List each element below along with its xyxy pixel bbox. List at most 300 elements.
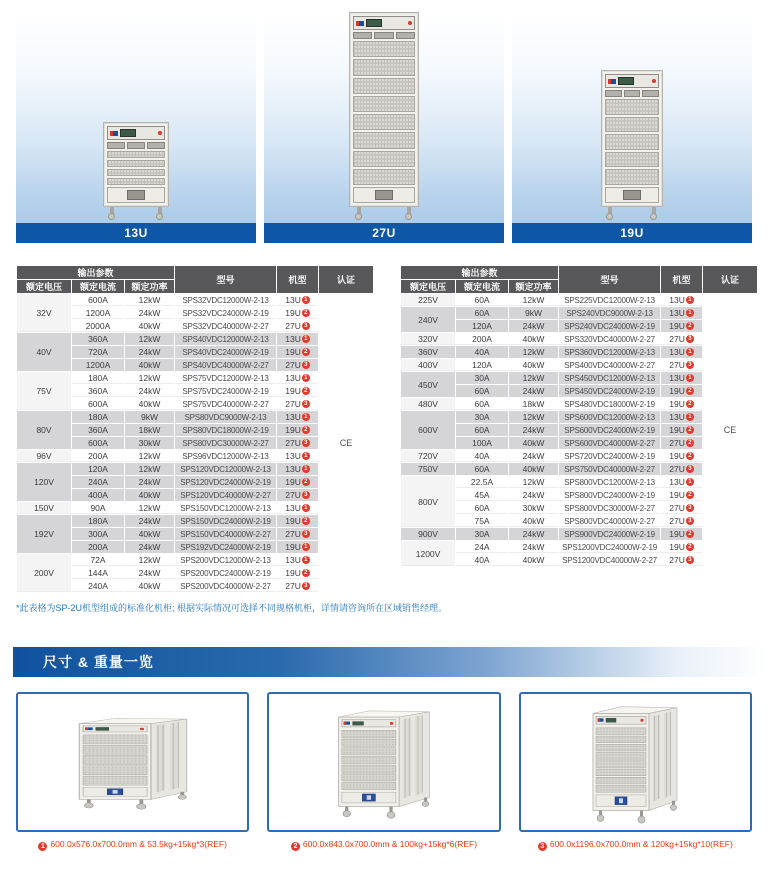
power-cell: 40kW	[509, 463, 559, 476]
frame-label: 19U	[669, 451, 685, 461]
frame-badge-icon: 2	[686, 322, 694, 330]
col-header-current: 额定电流	[72, 280, 125, 294]
frame-label: 13U	[285, 451, 301, 461]
cabinet-front-illustration	[349, 12, 419, 207]
frame-cell	[277, 580, 319, 593]
current-cell: 30A	[456, 411, 509, 424]
frame-label: 13U	[285, 464, 301, 474]
frame-label: 19U	[669, 399, 685, 409]
voltage-cell: 400V	[401, 359, 456, 372]
power-button-icon	[408, 21, 412, 25]
cabinet-front-illustration	[103, 122, 169, 207]
current-cell: 360A	[72, 385, 125, 398]
current-cell: 60A	[456, 424, 509, 437]
spec-table-right-wrap	[400, 265, 758, 567]
display-icon	[366, 19, 382, 27]
frame-cell	[277, 450, 319, 463]
size-caption-1	[16, 839, 249, 851]
frame-badge-icon: 2	[686, 387, 694, 395]
frame-cell	[277, 567, 319, 580]
current-cell: 360A	[72, 424, 125, 437]
frame-cell	[277, 437, 319, 450]
power-cell: 40kW	[125, 359, 175, 372]
power-cell: 24kW	[125, 567, 175, 580]
model-cell: SPS150VDC12000W-2-13	[175, 502, 277, 515]
frame-label: 27U	[285, 581, 301, 591]
current-cell: 200A	[456, 333, 509, 346]
frame-badge-icon: 2	[686, 543, 694, 551]
vent-grille	[107, 178, 165, 185]
power-cell: 18kW	[125, 424, 175, 437]
power-cell: 9kW	[509, 307, 559, 320]
frame-cell	[277, 515, 319, 528]
power-cell: 12kW	[125, 294, 175, 307]
power-cell: 24kW	[125, 476, 175, 489]
caster-icon	[158, 207, 162, 214]
frame-cell	[661, 320, 703, 333]
frame-badge-icon: 2	[302, 517, 310, 525]
spec-row	[401, 294, 758, 307]
frame-label: 13U	[285, 334, 301, 344]
frame-label: 27U	[285, 321, 301, 331]
voltage-cell: 150V	[17, 502, 72, 515]
model-cell: SPS600VDC40000W-2-27	[559, 437, 661, 450]
frame-cell	[277, 320, 319, 333]
col-header-power: 额定功率	[509, 280, 559, 294]
frame-cell	[661, 411, 703, 424]
power-cell: 18kW	[509, 398, 559, 411]
power-cell: 40kW	[509, 515, 559, 528]
spec-row	[17, 294, 374, 307]
frame-badge-icon: 2	[686, 530, 694, 538]
voltage-cell: 720V	[401, 450, 456, 463]
col-header-frame: 机型	[661, 266, 703, 294]
frame-label: 13U	[669, 295, 685, 305]
current-cell: 60A	[456, 502, 509, 515]
power-cell: 40kW	[125, 580, 175, 593]
current-cell: 30A	[456, 528, 509, 541]
frame-cell	[277, 541, 319, 554]
cert-cell: CE	[319, 294, 374, 593]
frame-badge-icon: 3	[302, 530, 310, 538]
module	[127, 142, 145, 149]
spec-table-left-wrap	[16, 265, 374, 593]
current-cell: 90A	[72, 502, 125, 515]
model-cell: SPS32VDC12000W-2-13	[175, 294, 277, 307]
frame-cell	[661, 294, 703, 307]
frame-label: 19U	[285, 568, 301, 578]
cabinet-iso-illustration	[69, 710, 197, 810]
frame-cell	[661, 359, 703, 372]
frame-badge-icon: 1	[686, 374, 694, 382]
col-header-cert: 认证	[703, 266, 758, 294]
power-cell: 12kW	[509, 411, 559, 424]
frame-label: 19U	[669, 542, 685, 552]
frame-label: 13U	[669, 347, 685, 357]
power-cell: 12kW	[509, 476, 559, 489]
vent-grille	[353, 169, 415, 185]
model-cell: SPS80VDC30000W-2-27	[175, 437, 277, 450]
model-cell: SPS240VDC9000W-2-13	[559, 307, 661, 320]
frame-cell	[661, 554, 703, 567]
frame-label: 27U	[669, 516, 685, 526]
frame-badge-icon: 1	[302, 413, 310, 421]
power-cell: 9kW	[125, 411, 175, 424]
voltage-cell: 96V	[17, 450, 72, 463]
frame-badge-icon: 3	[686, 517, 694, 525]
voltage-cell: 360V	[401, 346, 456, 359]
frame-label: 13U	[285, 555, 301, 565]
product-photo-13u	[103, 122, 169, 221]
frame-badge-icon: 3	[302, 322, 310, 330]
vent-grille	[605, 152, 659, 168]
model-cell: SPS40VDC40000W-2-27	[175, 359, 277, 372]
frame-cell	[277, 528, 319, 541]
frame-cell	[277, 489, 319, 502]
size-weight-boxes	[16, 692, 752, 832]
frame-label: 27U	[285, 399, 301, 409]
frame-label: 13U	[285, 412, 301, 422]
current-cell: 72A	[72, 554, 125, 567]
voltage-cell: 40V	[17, 333, 72, 372]
frame-cell	[277, 554, 319, 567]
vent-grille	[605, 169, 659, 185]
frame-label: 19U	[669, 425, 685, 435]
current-cell: 144A	[72, 567, 125, 580]
power-cell: 12kW	[125, 554, 175, 567]
voltage-cell: 480V	[401, 398, 456, 411]
frame-cell	[661, 502, 703, 515]
frame-cell	[277, 307, 319, 320]
caster-icon	[110, 207, 114, 214]
model-cell: SPS32VDC24000W-2-19	[175, 307, 277, 320]
product-showcase	[16, 13, 752, 243]
current-cell: 180A	[72, 372, 125, 385]
model-cell: SPS400VDC40000W-2-27	[559, 359, 661, 372]
frame-cell	[661, 489, 703, 502]
cabinet-iso-illustration	[330, 701, 438, 819]
col-header-frame: 机型	[277, 266, 319, 294]
frame-label: 27U	[285, 490, 301, 500]
frame-cell	[661, 372, 703, 385]
frame-label: 19U	[285, 308, 301, 318]
frame-badge-icon: 1	[686, 478, 694, 486]
vent-grille	[107, 151, 165, 158]
frame-label: 27U	[669, 464, 685, 474]
voltage-cell: 225V	[401, 294, 456, 307]
caster-feet	[110, 207, 161, 221]
vent-grille	[107, 169, 165, 176]
frame-label: 27U	[669, 503, 685, 513]
model-cell: SPS600VDC12000W-2-13	[559, 411, 661, 424]
caster-feet	[357, 207, 412, 221]
model-cell: SPS150VDC40000W-2-27	[175, 528, 277, 541]
col-header-output-params: 输出参数	[401, 266, 559, 280]
model-cell: SPS32VDC40000W-2-27	[175, 320, 277, 333]
current-cell: 45A	[456, 489, 509, 502]
current-cell: 720A	[72, 346, 125, 359]
frame-cell	[661, 424, 703, 437]
size-box-2	[267, 692, 500, 832]
frame-cell	[277, 333, 319, 346]
model-cell: SPS200VDC40000W-2-27	[175, 580, 277, 593]
voltage-cell: 750V	[401, 463, 456, 476]
frame-badge-icon: 2	[302, 569, 310, 577]
voltage-cell: 450V	[401, 372, 456, 398]
current-cell: 24A	[456, 541, 509, 554]
power-cell: 12kW	[125, 372, 175, 385]
frame-cell	[277, 411, 319, 424]
frame-cell	[277, 372, 319, 385]
current-cell: 200A	[72, 541, 125, 554]
frame-badge-icon: 1	[686, 309, 694, 317]
power-cell: 24kW	[509, 450, 559, 463]
power-cell: 24kW	[125, 307, 175, 320]
power-cell: 30kW	[125, 437, 175, 450]
showcase-panel-19u	[512, 13, 752, 243]
col-header-output-params: 输出参数	[17, 266, 175, 280]
vent-grille	[353, 132, 415, 148]
vent-grille	[605, 99, 659, 115]
power-cell: 12kW	[125, 502, 175, 515]
model-cell: SPS450VDC12000W-2-13	[559, 372, 661, 385]
power-cell: 24kW	[509, 320, 559, 333]
model-cell: SPS240VDC24000W-2-19	[559, 320, 661, 333]
frame-cell	[661, 385, 703, 398]
product-photo-27u	[349, 12, 419, 221]
frame-badge-icon: 2	[302, 309, 310, 317]
frame-label: 19U	[669, 490, 685, 500]
showcase-panel-27u	[264, 13, 504, 243]
current-cell: 75A	[456, 515, 509, 528]
caster-icon	[407, 207, 411, 214]
current-cell: 300A	[72, 528, 125, 541]
power-cell: 30kW	[509, 502, 559, 515]
current-cell: 120A	[72, 463, 125, 476]
current-cell: 60A	[456, 307, 509, 320]
model-cell: SPS200VDC12000W-2-13	[175, 554, 277, 567]
model-cell: SPS75VDC12000W-2-13	[175, 372, 277, 385]
voltage-cell: 240V	[401, 307, 456, 333]
frame-label: 27U	[669, 360, 685, 370]
col-header-voltage: 额定电压	[401, 280, 456, 294]
model-cell: SPS96VDC12000W-2-13	[175, 450, 277, 463]
frame-cell	[277, 294, 319, 307]
current-cell: 600A	[72, 398, 125, 411]
frame-badge-icon: 2	[686, 439, 694, 447]
panel-label-13u: 13U	[16, 223, 256, 243]
frame-badge-icon: 3	[302, 439, 310, 447]
voltage-cell: 600V	[401, 411, 456, 450]
power-cell: 40kW	[125, 320, 175, 333]
col-header-cert: 认证	[319, 266, 374, 294]
power-cell: 12kW	[509, 346, 559, 359]
frame-label: 19U	[285, 477, 301, 487]
model-cell: SPS120VDC40000W-2-27	[175, 489, 277, 502]
size-box-photo-1	[69, 710, 197, 815]
cabinet-control-unit	[107, 126, 165, 140]
frame-label: 19U	[285, 386, 301, 396]
frame-label: 19U	[669, 529, 685, 539]
model-cell: SPS200VDC24000W-2-19	[175, 567, 277, 580]
col-header-power: 额定功率	[125, 280, 175, 294]
current-cell: 40A	[456, 554, 509, 567]
frame-cell	[277, 359, 319, 372]
frame-badge-icon: 1	[302, 504, 310, 512]
power-cell: 12kW	[125, 333, 175, 346]
model-cell: SPS720VDC24000W-2-19	[559, 450, 661, 463]
voltage-cell: 80V	[17, 411, 72, 450]
frame-label: 27U	[669, 334, 685, 344]
frame-cell	[661, 541, 703, 554]
vent-grille	[353, 151, 415, 167]
vent-grille	[605, 117, 659, 133]
vent-grille	[353, 59, 415, 75]
current-cell: 240A	[72, 476, 125, 489]
badge-2-icon: 2	[291, 842, 300, 851]
cabinet-control-unit	[353, 16, 415, 30]
frame-cell	[661, 437, 703, 450]
current-cell: 2000A	[72, 320, 125, 333]
model-cell: SPS40VDC24000W-2-19	[175, 346, 277, 359]
spec-table-right	[400, 265, 758, 567]
size-box-photo-3	[585, 696, 685, 829]
brand-logo-icon	[110, 131, 118, 136]
frame-badge-icon: 3	[686, 556, 694, 564]
frame-cell	[277, 385, 319, 398]
voltage-cell: 900V	[401, 528, 456, 541]
frame-label: 19U	[285, 425, 301, 435]
power-cell: 40kW	[509, 333, 559, 346]
power-cell: 24kW	[125, 385, 175, 398]
col-header-current: 额定电流	[456, 280, 509, 294]
current-cell: 1200A	[72, 359, 125, 372]
vent-grille	[353, 114, 415, 130]
model-cell: SPS120VDC24000W-2-19	[175, 476, 277, 489]
frame-label: 13U	[669, 477, 685, 487]
frame-badge-icon: 2	[686, 491, 694, 499]
size-box-1	[16, 692, 249, 832]
frame-badge-icon: 3	[686, 504, 694, 512]
vent-grille	[353, 41, 415, 57]
power-cell: 24kW	[125, 541, 175, 554]
caster-feet	[608, 207, 656, 221]
frame-label: 19U	[669, 321, 685, 331]
power-cell: 40kW	[125, 528, 175, 541]
frame-badge-icon: 1	[686, 296, 694, 304]
model-cell: SPS150VDC24000W-2-19	[175, 515, 277, 528]
current-cell: 22.5A	[456, 476, 509, 489]
col-header-model: 型号	[175, 266, 277, 294]
model-cell: SPS800VDC30000W-2-27	[559, 502, 661, 515]
module	[107, 142, 125, 149]
frame-label: 19U	[285, 347, 301, 357]
current-cell: 600A	[72, 294, 125, 307]
power-cell: 24kW	[509, 528, 559, 541]
model-cell: SPS120VDC12000W-2-13	[175, 463, 277, 476]
voltage-cell: 32V	[17, 294, 72, 333]
frame-badge-icon: 3	[686, 361, 694, 369]
frame-label: 19U	[285, 542, 301, 552]
voltage-cell: 75V	[17, 372, 72, 411]
frame-label: 19U	[669, 386, 685, 396]
model-cell: SPS320VDC40000W-2-27	[559, 333, 661, 346]
frame-badge-icon: 2	[302, 348, 310, 356]
frame-label: 27U	[285, 438, 301, 448]
frame-label: 27U	[285, 360, 301, 370]
model-cell: SPS900VDC24000W-2-19	[559, 528, 661, 541]
brand-logo-icon	[608, 79, 616, 84]
module	[605, 90, 622, 97]
size-weight-captions	[16, 839, 752, 851]
current-cell: 100A	[456, 437, 509, 450]
module-row	[353, 32, 415, 39]
product-photo-19u	[601, 70, 663, 221]
frame-cell	[277, 398, 319, 411]
module-row	[605, 90, 659, 97]
frame-label: 27U	[669, 555, 685, 565]
current-cell: 240A	[72, 580, 125, 593]
size-caption-3	[519, 839, 752, 851]
frame-badge-icon: 3	[302, 361, 310, 369]
frame-badge-icon: 2	[686, 452, 694, 460]
display-icon	[120, 129, 136, 137]
module	[353, 32, 372, 39]
size-box-photo-2	[330, 701, 438, 824]
size-caption-3-text: 600.0x1196.0x700.0mm & 120kg+15kg*10(REF)	[549, 839, 733, 849]
vent-grille	[353, 96, 415, 112]
spec-tables	[16, 265, 756, 593]
model-cell: SPS600VDC24000W-2-19	[559, 424, 661, 437]
current-cell: 180A	[72, 411, 125, 424]
power-cell: 40kW	[125, 398, 175, 411]
power-cell: 40kW	[509, 359, 559, 372]
size-caption-1-text: 600.0x576.0x700.0mm & 53.5kg+15kg*3(REF)	[50, 839, 227, 849]
showcase-panel-13u	[16, 13, 256, 243]
caster-icon	[608, 207, 612, 214]
module	[624, 90, 641, 97]
panel-label-27u: 27U	[264, 223, 504, 243]
caster-icon	[652, 207, 656, 214]
current-cell: 120A	[456, 359, 509, 372]
frame-badge-icon: 3	[302, 582, 310, 590]
current-cell: 60A	[456, 463, 509, 476]
model-cell: SPS192VDC24000W-2-19	[175, 541, 277, 554]
frame-badge-icon: 1	[302, 452, 310, 460]
frame-badge-icon: 2	[302, 478, 310, 486]
output-panel	[107, 187, 165, 203]
current-cell: 200A	[72, 450, 125, 463]
frame-cell	[661, 398, 703, 411]
col-header-model: 型号	[559, 266, 661, 294]
frame-cell	[277, 463, 319, 476]
connector-block	[375, 190, 393, 200]
size-box-3	[519, 692, 752, 832]
vent-grille	[353, 78, 415, 94]
voltage-cell: 320V	[401, 333, 456, 346]
frame-cell	[661, 515, 703, 528]
voltage-cell: 192V	[17, 515, 72, 554]
frame-badge-icon: 1	[686, 348, 694, 356]
voltage-cell: 800V	[401, 476, 456, 528]
module-row	[107, 142, 165, 149]
power-cell: 24kW	[125, 515, 175, 528]
cert-cell: CE	[703, 294, 758, 567]
frame-cell	[277, 502, 319, 515]
current-cell: 600A	[72, 437, 125, 450]
power-cell: 40kW	[509, 437, 559, 450]
model-cell: SPS1200VDC40000W-2-27	[559, 554, 661, 567]
